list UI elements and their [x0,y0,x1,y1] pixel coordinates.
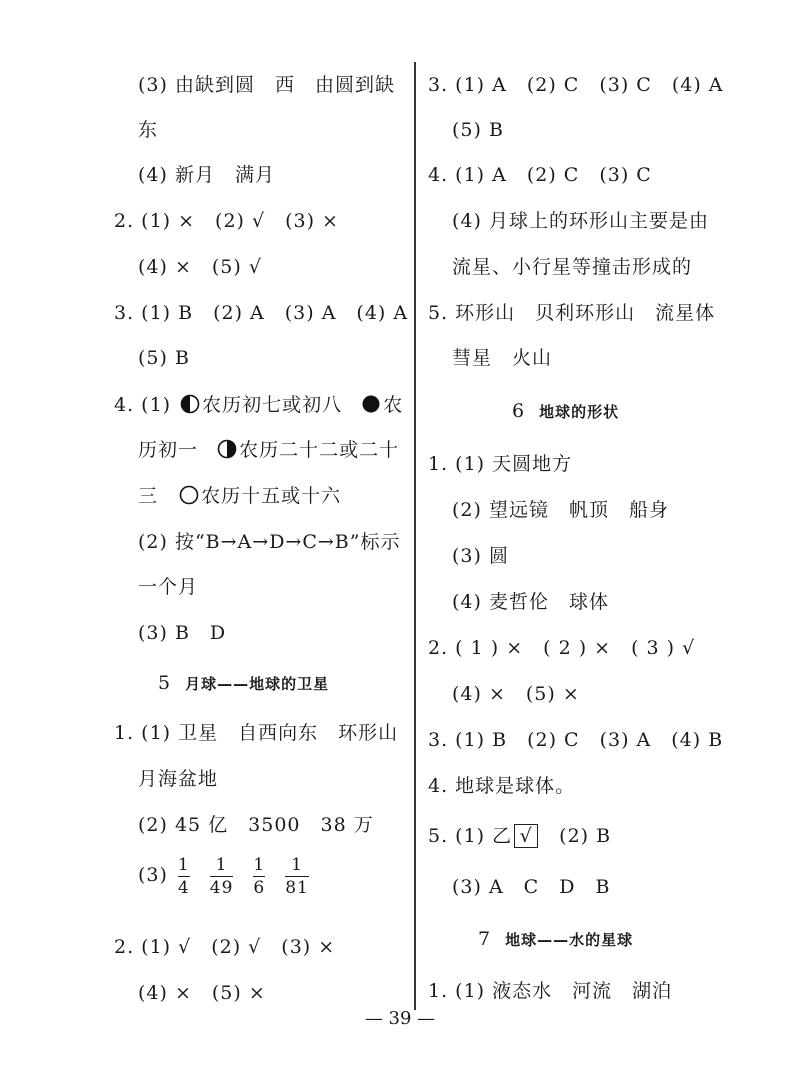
answer-line [138,483,341,509]
fraction-denominator: 81 [285,877,309,898]
section-number: 6 [512,400,526,422]
fraction-group [168,854,319,898]
fraction-denominator: 49 [209,877,234,898]
answer-line: 一个月 [138,576,199,598]
fraction [253,856,265,897]
fraction [210,856,234,897]
page-number: — 39 — [364,1008,436,1029]
answer-line: (5) B [452,119,504,141]
fraction-numerator: 1 [291,854,303,875]
answer-line: 5. 环形山 贝利环形山 流星体 [428,302,716,324]
answer-line: 2. (1) √ (2) √ (3) × [114,936,336,958]
answer-line [138,437,399,463]
answer-line: (3) 由缺到圆 西 由圆到缺 [138,74,395,96]
fraction-denominator: 4 [177,877,190,898]
fraction-bar [178,876,190,877]
answer-text: 历初一 [138,439,199,461]
answer-line: (4) × (5) × [138,982,266,1004]
new-moon-icon [361,394,381,414]
answer-prefix: 4. (1) [114,394,172,416]
answer-text: 农历初七或初八 [202,394,343,416]
answer-line: 3. (1) A (2) C (3) C (4) A [428,74,724,96]
answer-line: 3. (1) B (2) A (3) A (4) A [114,302,409,324]
answer-line: (4) 月球上的环形山主要是由 [452,210,709,232]
answer-line: 东 [138,119,159,141]
answer-line: 4. 地球是球体。 [428,775,576,797]
answer-line: (5) B [138,347,190,369]
section-title: 地球——水的星球 [505,931,634,949]
checked-box: √ [514,824,538,848]
answer-line: 月海盆地 [138,768,219,790]
fraction-bar [285,876,309,877]
answer-line: (4) × (5) × [452,683,580,705]
answer-line: (4) 麦哲伦 球体 [452,591,609,613]
answer-line-boxed [428,823,611,849]
section-number: 7 [478,928,492,950]
answer-text: (2) B [559,825,612,847]
first-quarter-moon-icon [180,394,200,414]
answer-line: 2. ( 1 ) × ( 2 ) × ( 3 ) √ [428,637,696,659]
section-title: 地球的形状 [539,403,620,421]
section-heading-6 [512,398,619,425]
section-heading-5 [158,670,329,697]
answer-line: (2) 望远镜 帆顶 船身 [452,499,669,521]
answer-line: (3) A C D B [452,876,611,898]
answer-line: 3. (1) B (2) C (3) A (4) B [428,729,724,751]
answer-line-fractions [138,850,319,900]
fraction-denominator: 6 [253,877,266,898]
fraction-numerator: 1 [177,854,190,875]
answer-text: 三 [138,485,159,507]
section-heading-7 [478,926,633,953]
fraction-numerator: 1 [253,854,266,875]
answer-line: 2. (1) × (2) √ (3) × [114,210,339,232]
answer-line: (3) 圆 [452,545,509,567]
answer-text: 5. (1) 乙 [428,825,513,847]
answer-line: (3) B D [138,622,227,644]
answer-line: 1. (1) 天圆地方 [428,453,573,475]
answer-line: 1. (1) 卫星 自西向东 环形山 [114,722,399,744]
answer-text: 农历二十二或二十 [239,439,400,461]
answer-line: 4. (1) A (2) C (3) C [428,164,652,186]
column-divider [414,62,416,1010]
answer-line: 1. (1) 液态水 河流 湖泊 [428,980,673,1002]
fraction [178,856,190,897]
section-number: 5 [158,672,172,694]
answer-line: (2) 按“B→A→D→C→B”标示 [138,531,401,553]
answer-text: 农历十五或十六 [201,485,342,507]
answer-line: (4) 新月 满月 [138,164,275,186]
fraction-numerator: 1 [215,854,228,875]
fraction [285,856,309,897]
last-quarter-moon-icon [217,439,237,459]
answer-prefix: (3) [138,864,168,886]
full-moon-icon [179,485,199,505]
answer-line: 彗星 火山 [452,347,553,369]
fraction-bar [253,876,265,877]
section-title: 月球——地球的卫星 [185,675,330,693]
answer-text: 农 [383,394,404,416]
answer-line: (2) 45 亿 3500 38 万 [138,814,374,836]
fraction-bar [210,876,234,877]
answer-line: (4) × (5) √ [138,256,262,278]
answer-line: 流星、小行星等撞击形成的 [452,256,693,278]
answer-line-moon-phases [114,392,403,418]
